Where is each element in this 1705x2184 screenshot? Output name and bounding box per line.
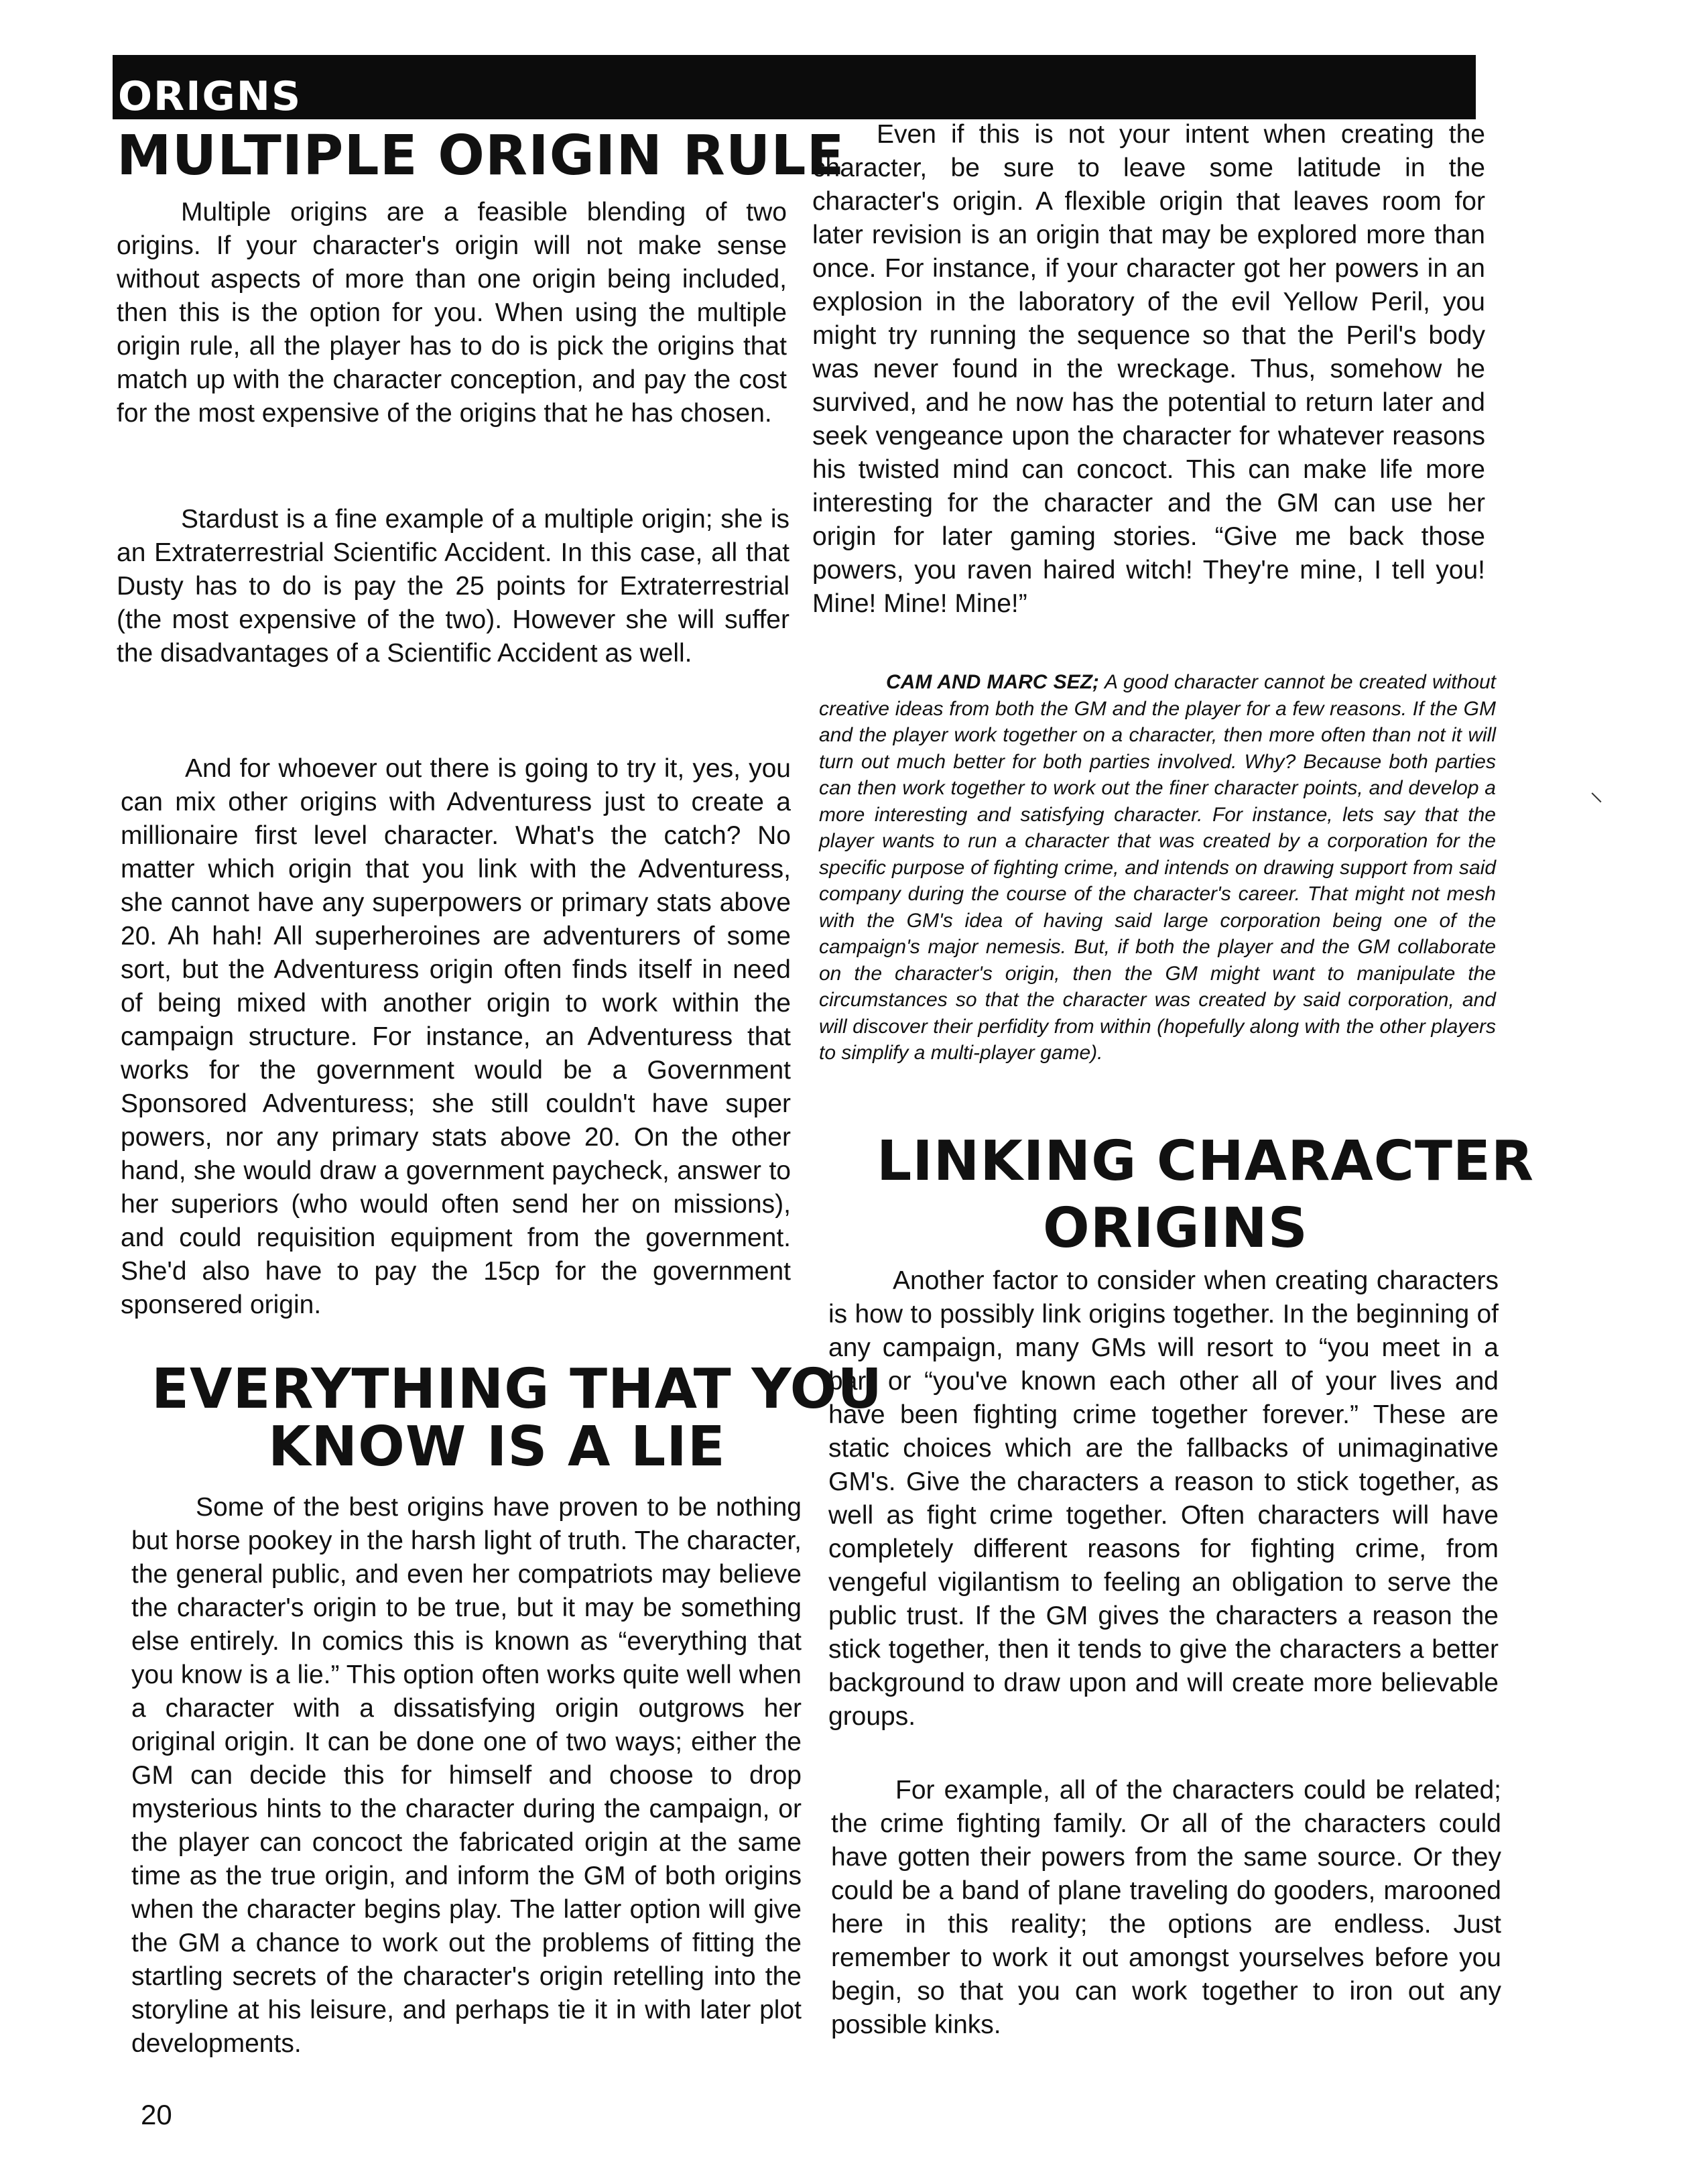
page-number: 20	[141, 2099, 172, 2130]
section-label: ORIGNS	[118, 73, 302, 120]
paragraph-multiple-origins: Multiple origins are a feasible blending of two origins. If your character's origin will not make sense without aspects of more than one origin being included, then this is the option for you. When using the multiple origin rule, all the player has to do is pick the origins that match up with the character conception, and pay the cost for the most expensive of the origins that he has chosen.	[117, 198, 787, 428]
paragraph-adventuress-mix: And for whoever out there is going to try it, yes, you can mix other origins with Adventuress just to create a millionaire first level character. What's the catch? No matter which origin that you link with the Adventuress, she cannot have any superpowers or primary stats above 20. Ah hah! All superheroines are adventurers of some sort, but the Adventuress origin often finds itself in need of being mixed with another origin to work within the campaign structure. For instance, an Adventuress that works for the government would be a Government Sponsored Adventuress; she still couldn't have super powers, nor any primary stats above 20. On the other hand, she would draw a government paycheck, answer to her superiors (who would often send her on missions), and could requisition equipment from the government. She'd also have to pay the 15cp for the government sponsered origin.	[121, 754, 791, 1319]
cam-and-marc-body: A good character cannot be created without creative ideas from both the GM and the player for a few reasons. If the GM and the player work together on a character, then more often than not it will turn out much better for both parties involved. Why? Because both parties can then work together to work out the finer character points, and develop a more interesting and satisfying character. For instance, lets say that the player wants to run a character that was created by a corporation for the specific purpose of fighting crime, and intends on drawing support from said company during the course of the character's career. That might not mesh with the GM's idea of having said large corporation being one of the campaign's major nemesis. But, if both the player and the GM collaborate on the character's origin, then the GM might want to manipulate the circumstances so that the character was created by said corporation, and will discover their perfidity from within (hopefully along with the other players to simplify a multi-player game).	[819, 671, 1497, 1064]
cam-and-marc-lead: CAM AND MARC SEZ;	[886, 671, 1099, 693]
section-banner	[113, 55, 1476, 119]
paragraph-linking-origins: Another factor to consider when creating characters is how to possibly link origins together. In the beginning of any campaign, many GMs will resort to “you meet in a bar” or “you've known each other all of your lives and have been fighting crime together forever.” These are static choices which are the fallbacks of unimaginative GM's. Give the characters a reason to stick together, as well as fight crime together. Often characters will have completely different reasons for fighting crime, from vengeful vigilantism to feeling an obligation to serve the public trust. If the GM gives the characters a reason the stick together, then it tends to give the characters a better background to draw upon and will create more believable groups.	[828, 1266, 1499, 1731]
paragraph-everything-lie: Some of the best origins have proven to be nothing but horse pookey in the harsh light of truth. The character, the general public, and even her compatriots may believe the character's origin to be true, but it may be something else entirely. In comics this is known as “everything that you know is a lie.” This option often works quite well when a character with a dissatisfying origin outgrows her original origin. It can be done one of two ways; either the GM can decide this for himself and choose to drop mysterious hints to the character during the campaign, or the player can concoct the fabricated origin at the same time as the true origin, and inform the GM of both origins when the character begins play. The latter option will give the GM a chance to work out the problems of fitting the startling secrets of the character's origin retelling into the storyline at his leisure, and perhaps tie it in with later plot developments.	[131, 1493, 802, 2058]
paragraph-for-example: For example, all of the characters could be related; the crime fighting family. Or all of the characters could have gotten their powers from the same source. Or they could be a band of plane traveling do gooders, marooned here in this reality; the options are endless. Just remember to work it out amongst yourselves before you begin, so that you can work together to iron out any possible kinks.	[831, 1776, 1501, 2039]
sidebar-cam-and-marc	[819, 669, 1496, 1067]
stray-mark: ⸜	[1590, 777, 1603, 806]
heading-linking-line-2: ORIGINS	[1043, 1197, 1308, 1260]
paragraph-latitude: Even if this is not your intent when creating the character, be sure to leave some latitude in the character's origin. A flexible origin that leaves room for later revision is an origin that may be explored more than once. For instance, if your character got her powers in an explosion in the laboratory of the evil Yellow Peril, you might try running the sequence so that the Peril's body was never found in the wreckage. Thus, somehow he survived, and he now has the potential to return later and seek vengeance upon the character for whatever reasons his twisted mind can concoct. This can make life more interesting for the character and the GM can use her origin for later gaming stories. “Give me back those powers, you raven haired witch! They're mine, I tell you! Mine! Mine! Mine!”	[812, 120, 1485, 618]
heading-multiple-origin-rule: MULTIPLE ORIGIN RULE	[117, 124, 845, 188]
heading-everything-line-1: EVERYTHING THAT YOU	[151, 1357, 883, 1421]
heading-everything-line-2: KNOW IS A LIE	[268, 1415, 726, 1479]
heading-linking-line-1: LINKING CHARACTER	[877, 1130, 1535, 1193]
paragraph-stardust-example: Stardust is a fine example of a multiple origin; she is an Extraterrestrial Scientific Accident. In this case, all that Dusty has to do is pay the 25 points for Extraterrestrial (the most expensive of the two). However she will suffer the disadvantages of a Scientific Accident as well.	[117, 505, 790, 668]
